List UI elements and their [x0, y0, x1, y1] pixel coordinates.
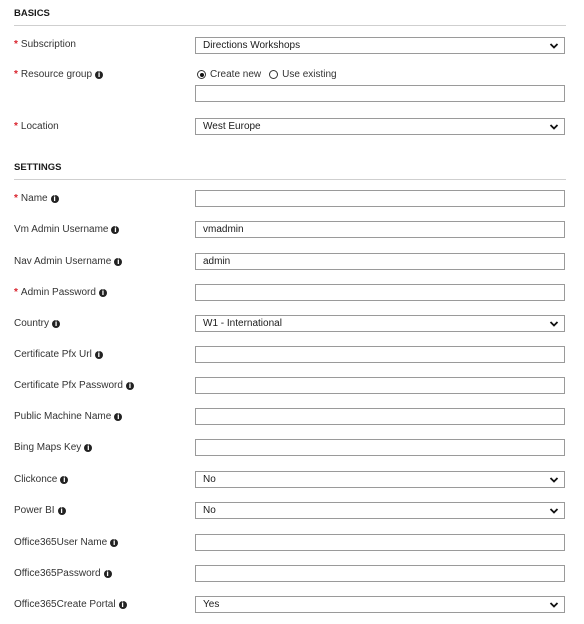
office365-create-portal-select[interactable] [195, 596, 565, 613]
section-header-basics: BASICS [14, 8, 566, 26]
info-icon: i [104, 570, 112, 578]
office365-password-label: Office365Password i [14, 568, 112, 580]
office365-user-name-label: Office365User Name i [14, 537, 118, 549]
section-header-settings: SETTINGS [14, 162, 566, 180]
info-icon: i [51, 195, 59, 203]
nav-admin-username-label: Nav Admin Username i [14, 256, 122, 268]
required-asterisk: * [14, 287, 18, 298]
info-icon: i [111, 226, 119, 234]
clickonce-label: Clickonce i [14, 474, 68, 486]
bing-maps-key-input[interactable] [195, 439, 565, 456]
info-icon: i [114, 258, 122, 266]
resource-group-input[interactable] [195, 85, 565, 102]
certificate-pfx-url-label: Certificate Pfx Url i [14, 349, 103, 361]
certificate-pfx-password-input[interactable] [195, 377, 565, 394]
info-icon: i [119, 601, 127, 609]
country-value: W1 - International [203, 318, 282, 329]
chevron-down-icon [549, 475, 559, 485]
chevron-down-icon [549, 506, 559, 516]
office365-user-name-input[interactable] [195, 534, 565, 551]
chevron-down-icon [549, 600, 559, 610]
required-asterisk: * [14, 121, 18, 132]
clickonce-select[interactable] [195, 471, 565, 488]
radio-create-new[interactable]: Create new [197, 69, 261, 80]
clickonce-value: No [203, 474, 216, 485]
info-icon: i [95, 71, 103, 79]
nav-admin-username-input[interactable]: admin [195, 253, 565, 270]
name-label: * Name i [14, 193, 59, 205]
subscription-value: Directions Workshops [203, 40, 301, 51]
power-bi-value: No [203, 505, 216, 516]
required-asterisk: * [14, 69, 18, 80]
info-icon: i [95, 351, 103, 359]
admin-password-input[interactable] [195, 284, 565, 301]
admin-password-label: * Admin Password i [14, 287, 107, 299]
subscription-select[interactable] [195, 37, 565, 54]
public-machine-name-label: Public Machine Name i [14, 411, 122, 423]
info-icon: i [52, 320, 60, 328]
required-asterisk: * [14, 39, 18, 50]
location-value: West Europe [203, 121, 261, 132]
certificate-pfx-password-label: Certificate Pfx Password i [14, 380, 134, 392]
info-icon: i [84, 444, 92, 452]
public-machine-name-input[interactable] [195, 408, 565, 425]
radio-use-existing[interactable]: Use existing [269, 69, 336, 80]
office365-password-input[interactable] [195, 565, 565, 582]
vm-admin-username-label: Vm Admin Username i [14, 224, 119, 236]
chevron-down-icon [549, 122, 559, 132]
vm-admin-username-input[interactable]: vmadmin [195, 221, 565, 238]
info-icon: i [110, 539, 118, 547]
resource-group-label: * Resource group i [14, 69, 103, 81]
info-icon: i [126, 382, 134, 390]
location-select[interactable] [195, 118, 565, 135]
info-icon: i [99, 289, 107, 297]
country-label: Country i [14, 318, 60, 330]
resource-group-radio-group [197, 69, 345, 80]
chevron-down-icon [549, 41, 559, 51]
office365-create-portal-label: Office365Create Portal i [14, 599, 127, 611]
office365-create-portal-value: Yes [203, 599, 220, 610]
chevron-down-icon [549, 319, 559, 329]
location-label: * Location [14, 121, 59, 132]
power-bi-select[interactable] [195, 502, 565, 519]
info-icon: i [114, 413, 122, 421]
radio-use-existing-indicator[interactable] [269, 70, 278, 79]
bing-maps-key-label: Bing Maps Key i [14, 442, 92, 454]
country-select[interactable] [195, 315, 565, 332]
info-icon: i [58, 507, 66, 515]
info-icon: i [60, 476, 68, 484]
power-bi-label: Power BI i [14, 505, 66, 517]
certificate-pfx-url-input[interactable] [195, 346, 565, 363]
radio-create-new-indicator[interactable] [197, 70, 206, 79]
required-asterisk: * [14, 193, 18, 204]
subscription-label: * Subscription [14, 39, 76, 50]
name-input[interactable] [195, 190, 565, 207]
